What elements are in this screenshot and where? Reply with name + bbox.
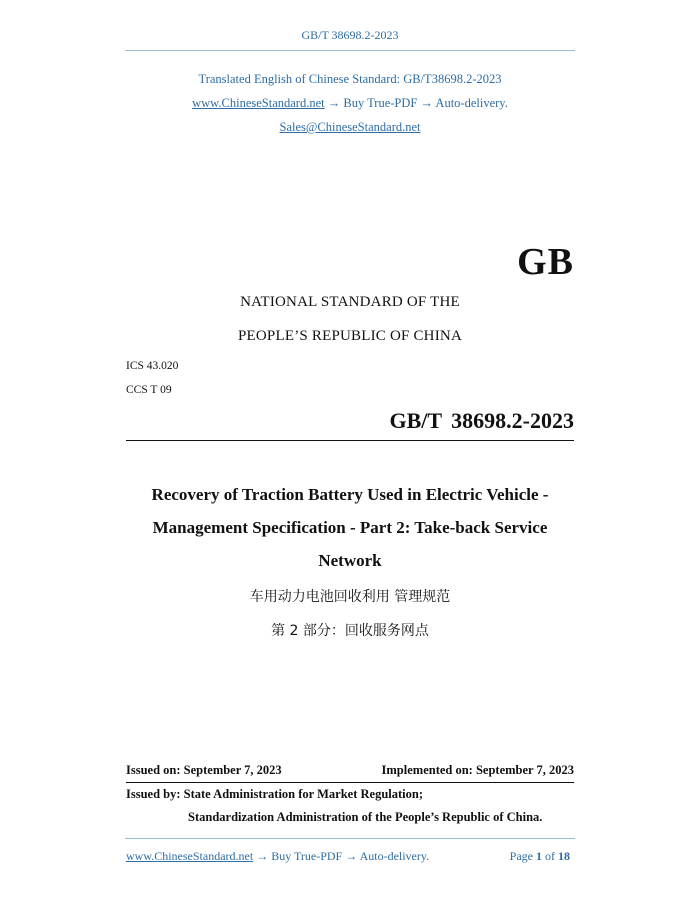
page-number (400, 849, 570, 864)
ics-code: ICS 43.020 (126, 360, 179, 372)
email-link[interactable]: Sales@ChineseStandard.net (279, 120, 421, 134)
issued-by-line2: Standardization Administration of the People’s Republic of China. (188, 810, 543, 824)
gb-mark: GB (517, 241, 574, 283)
implemented-on: Implemented on: September 7, 2023 (381, 763, 574, 777)
issued-on: Issued on: September 7, 2023 (126, 763, 282, 777)
issued-by-line1: Issued by: State Administration for Market Regulation; (126, 787, 423, 801)
code-divider (126, 440, 574, 441)
translation-notice: Translated English of Chinese Standard: GB/T38698.2-2023 (198, 72, 502, 86)
page-label: Page (509, 849, 533, 863)
page-of: of (545, 849, 555, 863)
title-en-line1: Recovery of Traction Battery Used in Electric Vehicle - (151, 485, 549, 504)
title-en-line2: Management Specification - Part 2: Take-back Service (152, 518, 548, 537)
site-link[interactable]: www.ChineseStandard.net (192, 96, 325, 110)
title-en-line3: Network (318, 551, 382, 570)
footer-divider (125, 838, 575, 839)
issue-divider (126, 782, 574, 783)
footer-site-link[interactable]: www.ChineseStandard.net (126, 849, 254, 863)
page-current: 1 (536, 849, 542, 863)
buy-text: → Buy True-PDF → Auto-delivery. (324, 96, 508, 110)
translation-buy-line (0, 96, 700, 111)
page-total: 18 (558, 849, 570, 863)
footer-buy-line (126, 849, 429, 864)
running-header: GB/T 38698.2-2023 (301, 28, 399, 42)
standard-code: GB/T 38698.2-2023 (389, 408, 574, 433)
header-divider (125, 50, 575, 51)
national-standard-line1: NATIONAL STANDARD OF THE (240, 294, 460, 310)
title-cn-line1: 车用动力电池回收利用 管理规范 (249, 589, 451, 605)
title-cn-line2: 第 2 部分：回收服务网点 (271, 623, 429, 639)
footer-buy-text: → Buy True-PDF → Auto-delivery. (253, 849, 430, 863)
ccs-code: CCS T 09 (126, 384, 172, 396)
national-standard-line2: PEOPLE’S REPUBLIC OF CHINA (238, 328, 462, 344)
email-line (0, 120, 700, 135)
